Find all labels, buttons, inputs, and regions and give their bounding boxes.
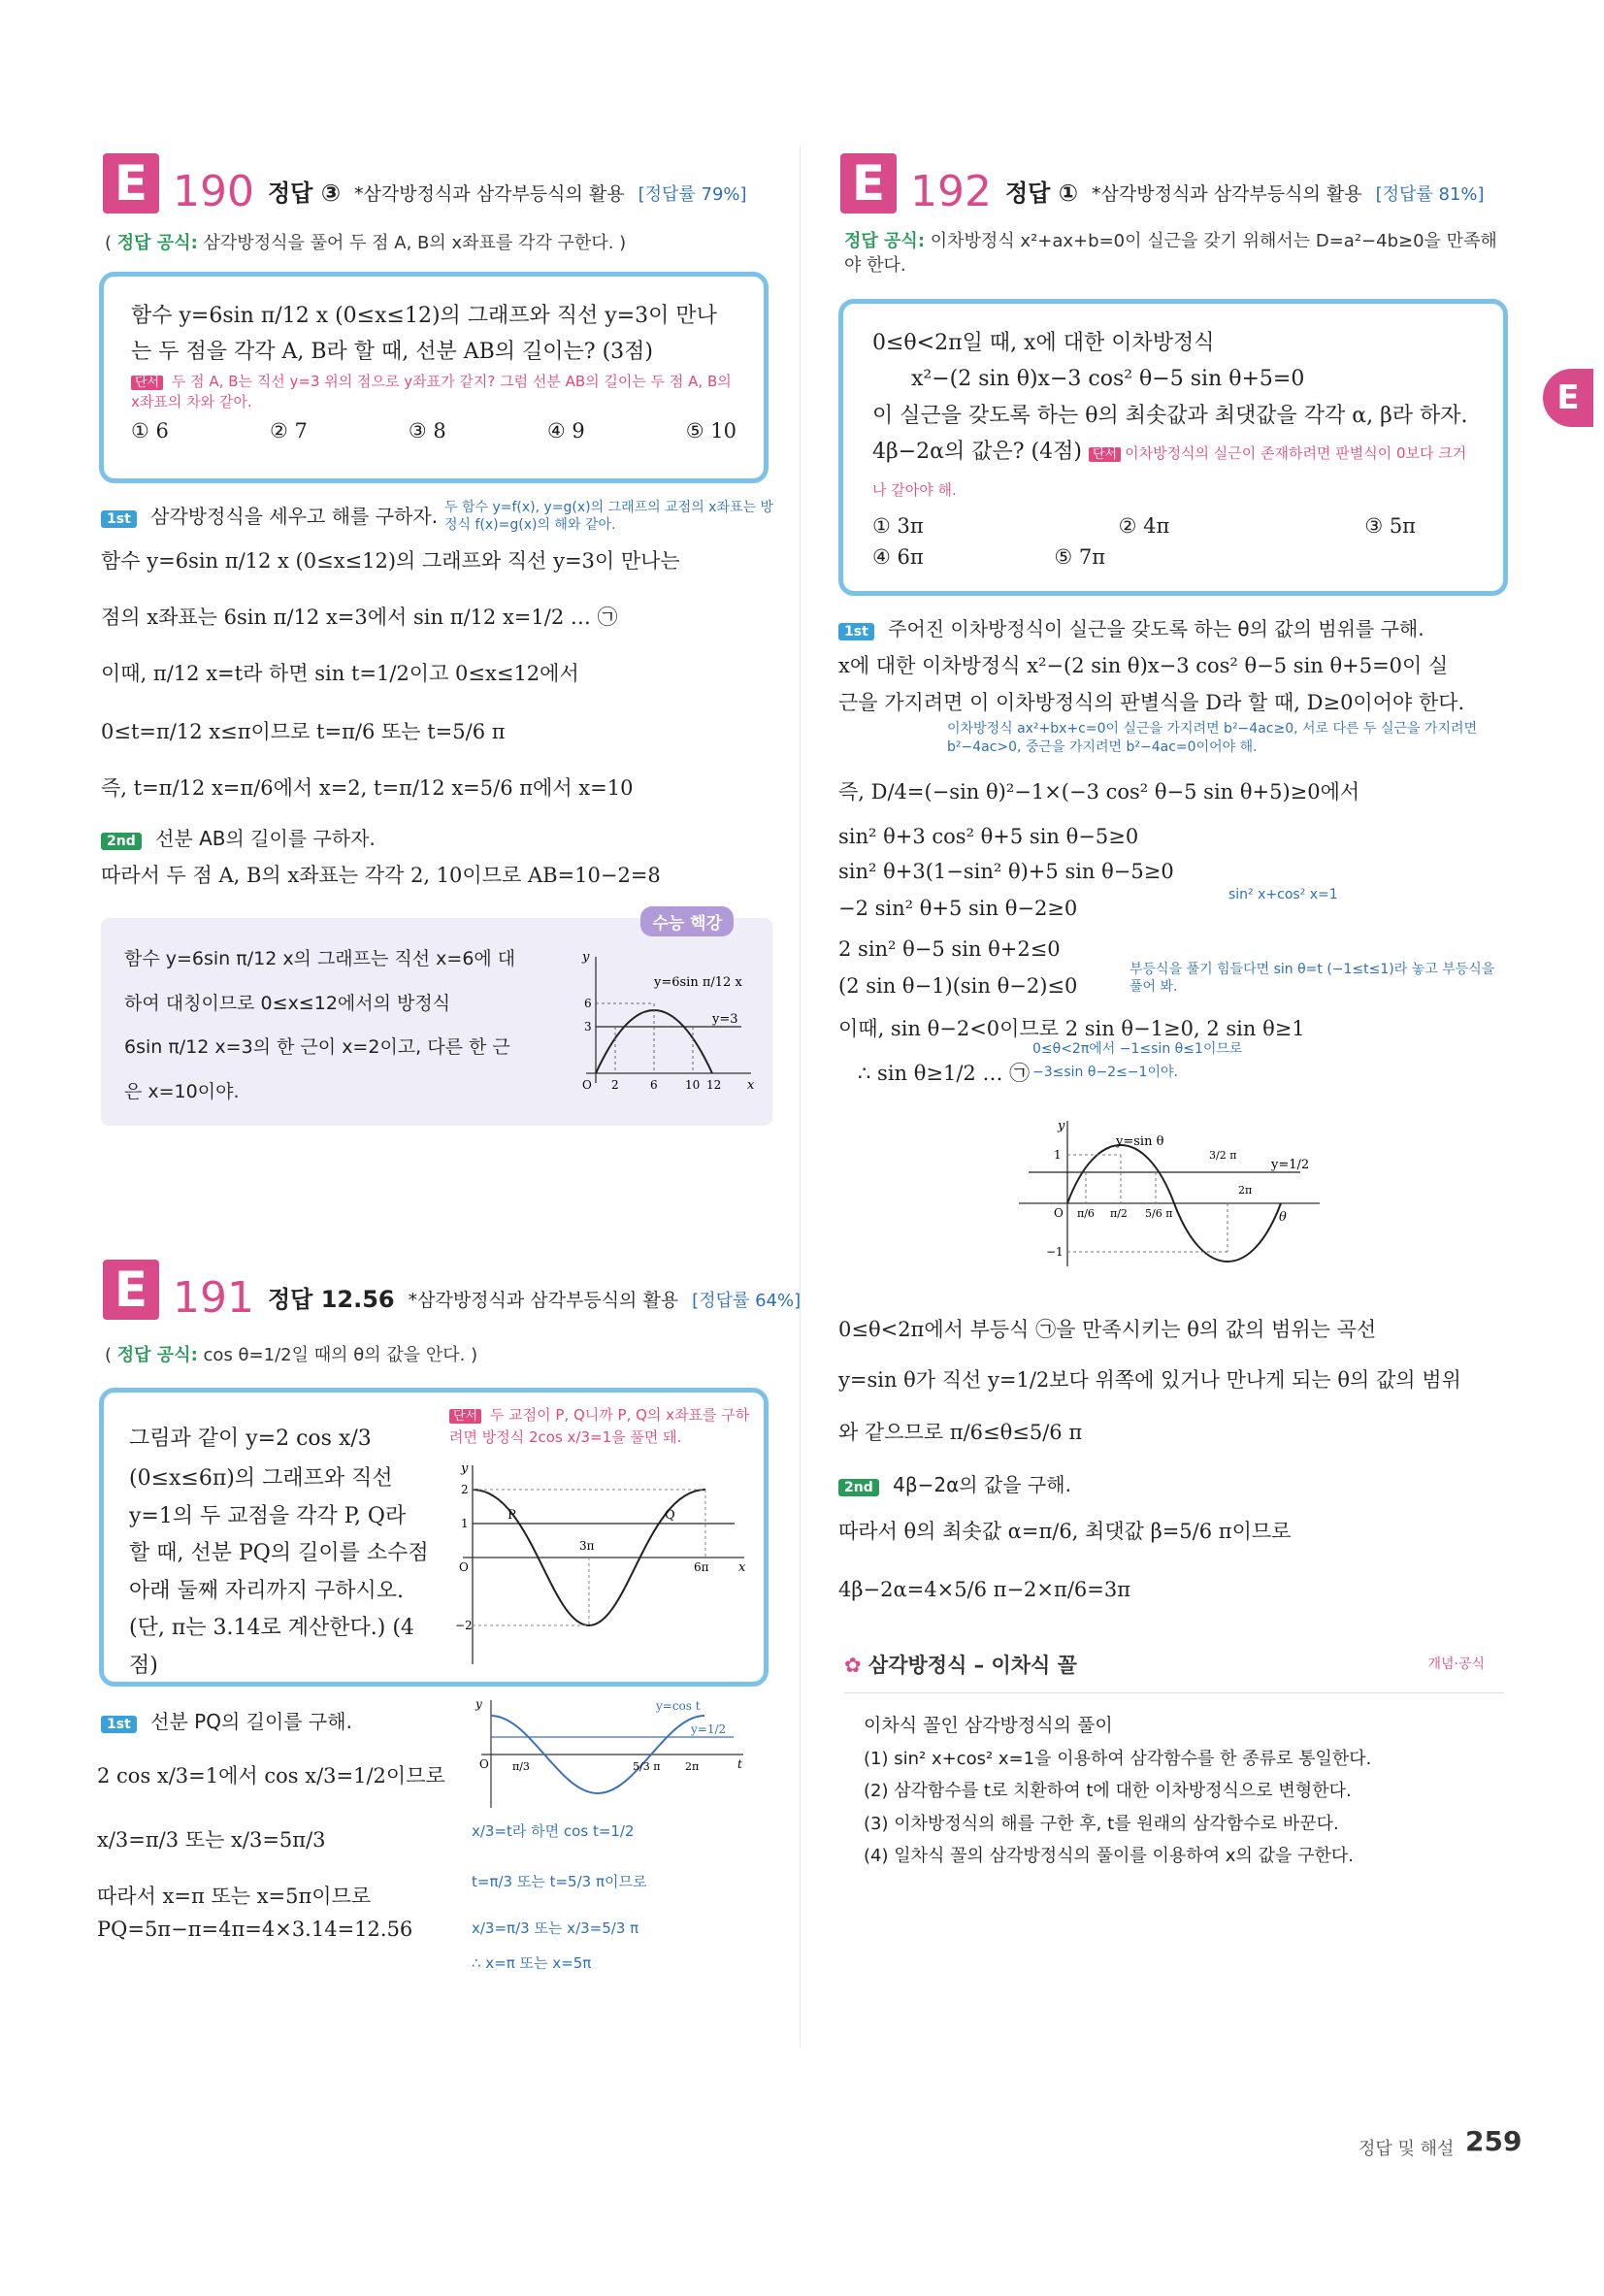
line-label: y=1/2 xyxy=(1271,1158,1310,1172)
side-note: x/3=π/3 또는 x/3=5/3 π xyxy=(472,1919,639,1937)
choice-selected[interactable]: ③ 8 xyxy=(408,418,446,443)
graph-191 xyxy=(453,1460,754,1674)
point-label: Q xyxy=(665,1508,675,1523)
solution-line: x/3=π/3 또는 x/3=5π/3 xyxy=(97,1828,326,1852)
hint: 단서 이차방정식의 실근이 존재하려면 판별식이 0보다 크거나 같아야 해. xyxy=(872,444,1467,499)
problem-number: 192 xyxy=(910,167,992,216)
concept-box xyxy=(844,1650,1504,1872)
question-line: 는 두 점을 각각 A, B라 할 때, 선분 AB의 길이는? (3점) xyxy=(131,340,654,365)
formula-text: 삼각방정식을 풀어 두 점 A, B의 x좌표를 각각 구한다. xyxy=(203,233,614,253)
concept-item: (2) 삼각함수를 t로 치환하여 t에 대한 이차방정식으로 변형한다. xyxy=(864,1781,1352,1802)
choice[interactable]: ⑤ 10 xyxy=(685,418,737,443)
solution-line: (2 sin θ−1)(sin θ−2)≤0 xyxy=(838,974,1078,998)
t-tick: 5/3 π xyxy=(633,1760,661,1773)
graph-191-side xyxy=(462,1696,753,1813)
answer-formula: ( 정답 공식: 삼각방정식을 풀어 두 점 A, B의 x좌표를 각각 구한다. ) xyxy=(105,233,627,253)
solution-line: 즉, D/4=(−sin θ)²−1×(−3 cos² θ−5 sin θ+5)≥0에서 xyxy=(838,780,1360,804)
y-axis-label: y xyxy=(475,1697,482,1711)
choice[interactable]: ⑤ 7π xyxy=(1054,544,1105,569)
x-tick: 12 xyxy=(706,1078,722,1092)
concept-item: (4) 일차식 꼴의 삼각방정식의 풀이를 이용하여 x의 값을 구한다. xyxy=(864,1845,1354,1866)
solution-line: PQ=5π−π=4π=4×3.14=12.56 xyxy=(97,1918,413,1941)
solution-line: 따라서 θ의 최솟값 α=π/6, 최댓값 β=5/6 π이므로 xyxy=(838,1520,1292,1543)
choice-selected[interactable]: ① 3π xyxy=(872,513,924,538)
solution-line: −2 sin² θ+5 sin θ−2≥0 xyxy=(838,897,1078,920)
formula-text: 이차방정식 x²+ax+b=0이 실근을 갖기 위해서는 D=a²−4b≥0을 만족해야 한다. xyxy=(844,231,1497,277)
step-title: 4β−2α의 값을 구해. xyxy=(893,1473,1071,1496)
y-axis-label: y xyxy=(461,1461,469,1476)
topic: *삼각방정식과 삼각부등식의 활용 xyxy=(354,183,625,205)
solution-line: 2 sin² θ−5 sin θ+2≤0 xyxy=(838,937,1061,961)
solution-line: 4β−2α=4×5/6 π−2×π/6=3π xyxy=(838,1578,1131,1601)
question-box-191 xyxy=(99,1388,769,1687)
hint xyxy=(449,1404,760,1448)
choice[interactable]: ① 6 xyxy=(131,418,169,443)
x-axis-label: θ xyxy=(1279,1210,1287,1225)
x-tick: 10 xyxy=(685,1078,701,1092)
question-box-190 xyxy=(99,272,769,483)
step-badge: 1st xyxy=(101,1716,137,1733)
step-2 xyxy=(101,823,376,851)
solution-line: 따라서 두 점 A, B의 x좌표는 각각 2, 10이므로 AB=10−2=8 xyxy=(101,864,661,887)
choice[interactable]: ③ 5π xyxy=(1364,513,1416,538)
e-label: E xyxy=(103,1260,159,1320)
line-label: y=3 xyxy=(712,1012,738,1027)
e-label: E xyxy=(840,153,897,213)
solution-line: x에 대한 이차방정식 x²−(2 sin θ)x−3 cos² θ−5 sin θ+5=0이 실 xyxy=(838,654,1449,677)
x-tick: π/2 xyxy=(1110,1207,1128,1220)
x-tick: π/6 xyxy=(1077,1207,1095,1220)
answer-formula: ( 정답 공식: cos θ=1/2일 때의 θ의 값을 안다. ) xyxy=(105,1345,478,1365)
x-tick: 2π xyxy=(1238,1184,1253,1197)
e-label: E xyxy=(103,153,159,213)
flower-icon: ✿ xyxy=(844,1654,862,1677)
after-line: y=sin θ가 직선 y=1/2보다 위쪽에 있거나 만나게 되는 θ의 값의 범위 xyxy=(838,1368,1461,1392)
answer: 정답 12.56 xyxy=(267,1286,395,1313)
note: 부등식을 풀기 힘들다면 sin θ=t (−1≤t≤1)라 놓고 부등식을 풀어 봐. xyxy=(1129,962,1495,996)
solution-line: 이때, π/12 x=t라 하면 sin t=1/2이고 0≤x≤12에서 xyxy=(101,662,579,685)
note: −3≤sin θ−2≤−1이야. xyxy=(1032,1065,1178,1080)
question-line: 할 때, 선분 PQ의 길이를 소수점 xyxy=(129,1541,429,1565)
solution-line: 점의 x좌표는 6sin π/12 x=3에서 sin π/12 x=1/2 … ㉠ xyxy=(101,606,618,629)
solution-line: 0≤t=π/12 x≤π이므로 t=π/6 또는 t=5/6 π xyxy=(101,720,506,743)
concept-heading: 이차식 꼴인 삼각방정식의 풀이 xyxy=(864,1715,1113,1736)
x-tick: 2 xyxy=(611,1078,619,1092)
t-tick: 2π xyxy=(685,1760,700,1773)
solution-line: 2 cos x/3=1에서 cos x/3=1/2이므로 xyxy=(97,1764,445,1788)
solution-line: 함수 y=6sin π/12 x (0≤x≤12)의 그래프와 직선 y=3이 만나는 xyxy=(101,549,680,573)
answer: 정답 ③ xyxy=(267,180,342,207)
step-2 xyxy=(838,1469,1071,1497)
t-tick: π/3 xyxy=(512,1760,530,1773)
topic: *삼각방정식과 삼각부등식의 활용 xyxy=(408,1290,679,1311)
problem-190-header xyxy=(103,146,747,216)
formula-label: 정답 공식: xyxy=(844,231,926,251)
problem-number: 190 xyxy=(173,167,254,216)
correct-rate: [정답률 81%] xyxy=(1375,184,1485,205)
footer-label: 정답 및 해설 xyxy=(1358,2139,1455,2159)
csat-line: 은 x=10이야. xyxy=(124,1080,240,1102)
question-box-192 xyxy=(838,299,1508,596)
topic: *삼각방정식과 삼각부등식의 활용 xyxy=(1092,183,1362,205)
hint-text: 두 점 A, B는 직선 y=3 위의 점으로 y좌표가 같지? 그럼 선분 AB의 길이는 두 점 A, B의 x좌표의 차와 같아. xyxy=(131,372,732,410)
question-line: 4β−2α의 값은? (4점) 단서 이차방정식의 실근이 존재하려면 판별식이 0보다 크거나 같아야 해. xyxy=(872,440,1467,499)
choice[interactable]: ④ 6π xyxy=(872,544,924,569)
problem-192-header xyxy=(840,146,1485,216)
step-badge: 2nd xyxy=(838,1479,879,1496)
solution-line: ∴ sin θ≥1/2 … ㉠ xyxy=(858,1062,1031,1085)
choices xyxy=(131,419,737,443)
correct-rate: [정답률 79%] xyxy=(638,184,747,205)
csat-line: 하여 대칭이므로 0≤x≤12에서의 방정식 xyxy=(124,992,451,1014)
question-line: y=1의 두 교점을 각각 P, Q라 xyxy=(129,1503,407,1528)
y-tick: 3 xyxy=(584,1020,592,1033)
solution-line: sin² θ+3(1−sin² θ)+5 sin θ−5≥0 xyxy=(838,860,1174,883)
origin-label: O xyxy=(582,1078,592,1092)
question-line: (0≤x≤6π)의 그래프와 직선 xyxy=(129,1466,393,1491)
after-line: 와 같으므로 π/6≤θ≤5/6 π xyxy=(838,1421,1083,1444)
step-1 xyxy=(838,613,1424,641)
hint-tag: 단서 xyxy=(449,1409,481,1424)
y-tick: 1 xyxy=(1054,1148,1062,1162)
question-line: 0≤θ<2π일 때, x에 대한 이차방정식 xyxy=(872,331,1215,355)
note: sin² x+cos² x=1 xyxy=(1228,887,1338,902)
y-tick: −1 xyxy=(1046,1245,1064,1259)
t-axis-label: t xyxy=(737,1757,742,1771)
step-title: 선분 PQ의 길이를 구해. xyxy=(150,1710,352,1733)
problem-number: 191 xyxy=(173,1273,254,1323)
csat-note-box xyxy=(101,914,772,1126)
note: 0≤θ<2π에서 −1≤sin θ≤1이므로 xyxy=(1032,1041,1243,1057)
formula-label: 정답 공식: xyxy=(116,1345,198,1365)
solution-line: 따라서 x=π 또는 x=5π이므로 xyxy=(97,1885,372,1908)
question-line: 그림과 같이 y=2 cos x/3 xyxy=(129,1427,372,1451)
csat-line: 함수 y=6sin π/12 x의 그래프는 직선 x=6에 대 xyxy=(124,948,516,969)
concept-tag: 개념·공식 xyxy=(1427,1656,1485,1672)
hint-tag: 단서 xyxy=(131,376,163,390)
y-tick: 1 xyxy=(461,1517,469,1530)
step-1 xyxy=(101,1706,352,1734)
hint-text: 두 교점이 P, Q니까 P, Q의 x좌표를 구하려면 방정식 2cos x/3=1을 풀면 돼. xyxy=(449,1406,750,1446)
graph-192 xyxy=(1009,1116,1339,1271)
point-label: P xyxy=(507,1508,516,1523)
x-tick: 6 xyxy=(650,1078,658,1092)
choice[interactable]: ② 7 xyxy=(269,418,308,443)
x-axis-label: x xyxy=(738,1560,746,1575)
answer-formula xyxy=(844,229,1504,278)
note: 이차방정식 ax²+bx+c=0이 실근을 가지려면 b²−4ac≥0, 서로 다른 두 실근을 가지려면 b²−4ac>0, 중근을 가지려면 b²−4ac=0이어야 해. xyxy=(947,721,1478,755)
side-note: x/3=t라 하면 cos t=1/2 xyxy=(472,1822,635,1840)
step-badge: 1st xyxy=(838,623,874,640)
formula-label: 정답 공식: xyxy=(116,233,198,253)
csat-tag: 수능 핵강 xyxy=(640,906,734,936)
column-divider xyxy=(800,146,801,2048)
solution-line: 즉, t=π/12 x=π/6에서 x=2, t=π/12 x=5/6 π에서 x=10 xyxy=(101,776,634,800)
after-line: 0≤θ<2π에서 부등식 ㉠을 만족시키는 θ의 값의 범위는 곡선 xyxy=(838,1318,1377,1341)
csat-line: 6sin π/12 x=3의 한 근이 x=2이고, 다른 한 근 xyxy=(124,1036,510,1059)
origin-label: O xyxy=(479,1757,489,1771)
formula-text: cos θ=1/2일 때의 θ의 값을 안다. xyxy=(203,1345,466,1365)
hint xyxy=(131,371,737,411)
graph-190 xyxy=(557,947,761,1093)
question-line: 이 실근을 갖도록 하는 θ의 최솟값과 최댓값을 각각 α, β라 하자. xyxy=(872,403,1468,428)
choice[interactable]: ② 4π xyxy=(1118,513,1170,538)
chapter-tab-label: E xyxy=(1556,378,1580,417)
y-tick: 2 xyxy=(461,1483,469,1496)
step-title: 선분 AB의 길이를 구하자. xyxy=(155,827,376,850)
concept-list xyxy=(864,1743,1485,1872)
origin-label: O xyxy=(1054,1206,1064,1220)
solution-line: 근을 가지려면 이 이차방정식의 판별식을 D라 할 때, D≥0이어야 한다. xyxy=(838,691,1465,714)
step-title: 삼각방정식을 세우고 해를 구하자. xyxy=(150,505,439,528)
chapter-tab[interactable] xyxy=(1543,369,1593,427)
y-tick: 6 xyxy=(584,997,592,1010)
question-line: 함수 y=6sin π/12 x (0≤x≤12)의 그래프와 직선 y=3이 만나 xyxy=(131,304,717,328)
step-1 xyxy=(101,501,438,529)
x-tick: 5/6 π xyxy=(1145,1207,1173,1220)
question-line: x²−(2 sin θ)x−3 cos² θ−5 sin θ+5=0 xyxy=(911,367,1305,392)
curve-label: y=sin θ xyxy=(1116,1134,1164,1149)
origin-label: O xyxy=(459,1560,469,1574)
choices xyxy=(872,514,1416,538)
step-badge: 2nd xyxy=(101,833,142,850)
x-tick: 3π xyxy=(579,1539,595,1553)
question-line: 아래 둘째 자리까지 구하시오. xyxy=(129,1578,404,1603)
side-note: t=π/3 또는 t=5/3 π이므로 xyxy=(472,1873,647,1890)
y-axis-label: y xyxy=(1058,1119,1065,1133)
x-tick: 6π xyxy=(694,1560,709,1574)
problem-191-header xyxy=(103,1252,802,1323)
step-note: 두 함수 y=f(x), y=g(x)의 그래프의 교점의 x좌표는 방정식 f(x)=g(x)의 해와 같아. xyxy=(444,500,774,534)
step-badge: 1st xyxy=(101,510,137,528)
curve-label: y=6sin π/12 x xyxy=(654,975,742,990)
x-axis-label: x xyxy=(747,1078,755,1093)
solution-line: sin² θ+3 cos² θ+5 sin θ−5≥0 xyxy=(838,825,1139,848)
step-title: 주어진 이차방정식이 실근을 갖도록 하는 θ의 값의 범위를 구해. xyxy=(888,617,1424,640)
page-number: 259 xyxy=(1465,2125,1522,2157)
y-tick: −2 xyxy=(455,1619,473,1632)
question-line: (단, π는 3.14로 계산한다.) (4점) xyxy=(129,1616,414,1678)
x-tick: 3/2 π xyxy=(1209,1149,1237,1162)
side-note: ∴ x=π 또는 x=5π xyxy=(472,1954,592,1972)
correct-rate: [정답률 64%] xyxy=(692,1291,802,1311)
choices xyxy=(872,545,1105,569)
concept-item: (3) 이차방정식의 해를 구한 후, t를 원래의 삼각함수로 바꾼다. xyxy=(864,1813,1339,1834)
line-label: y=1/2 xyxy=(691,1722,727,1736)
choice[interactable]: ④ 9 xyxy=(546,418,585,443)
solution-line: 이때, sin θ−2<0이므로 2 sin θ−1≥0, 2 sin θ≥1 xyxy=(838,1017,1305,1040)
concept-title: ✿ 삼각방정식 – 이차식 꼴 xyxy=(844,1654,1077,1677)
curve-label: y=cos t xyxy=(656,1699,701,1713)
y-axis-label: y xyxy=(582,950,590,965)
answer: 정답 ① xyxy=(1004,180,1079,207)
concept-item: (1) sin² x+cos² x=1을 이용하여 삼각함수를 한 종류로 통일한다. xyxy=(864,1749,1372,1769)
